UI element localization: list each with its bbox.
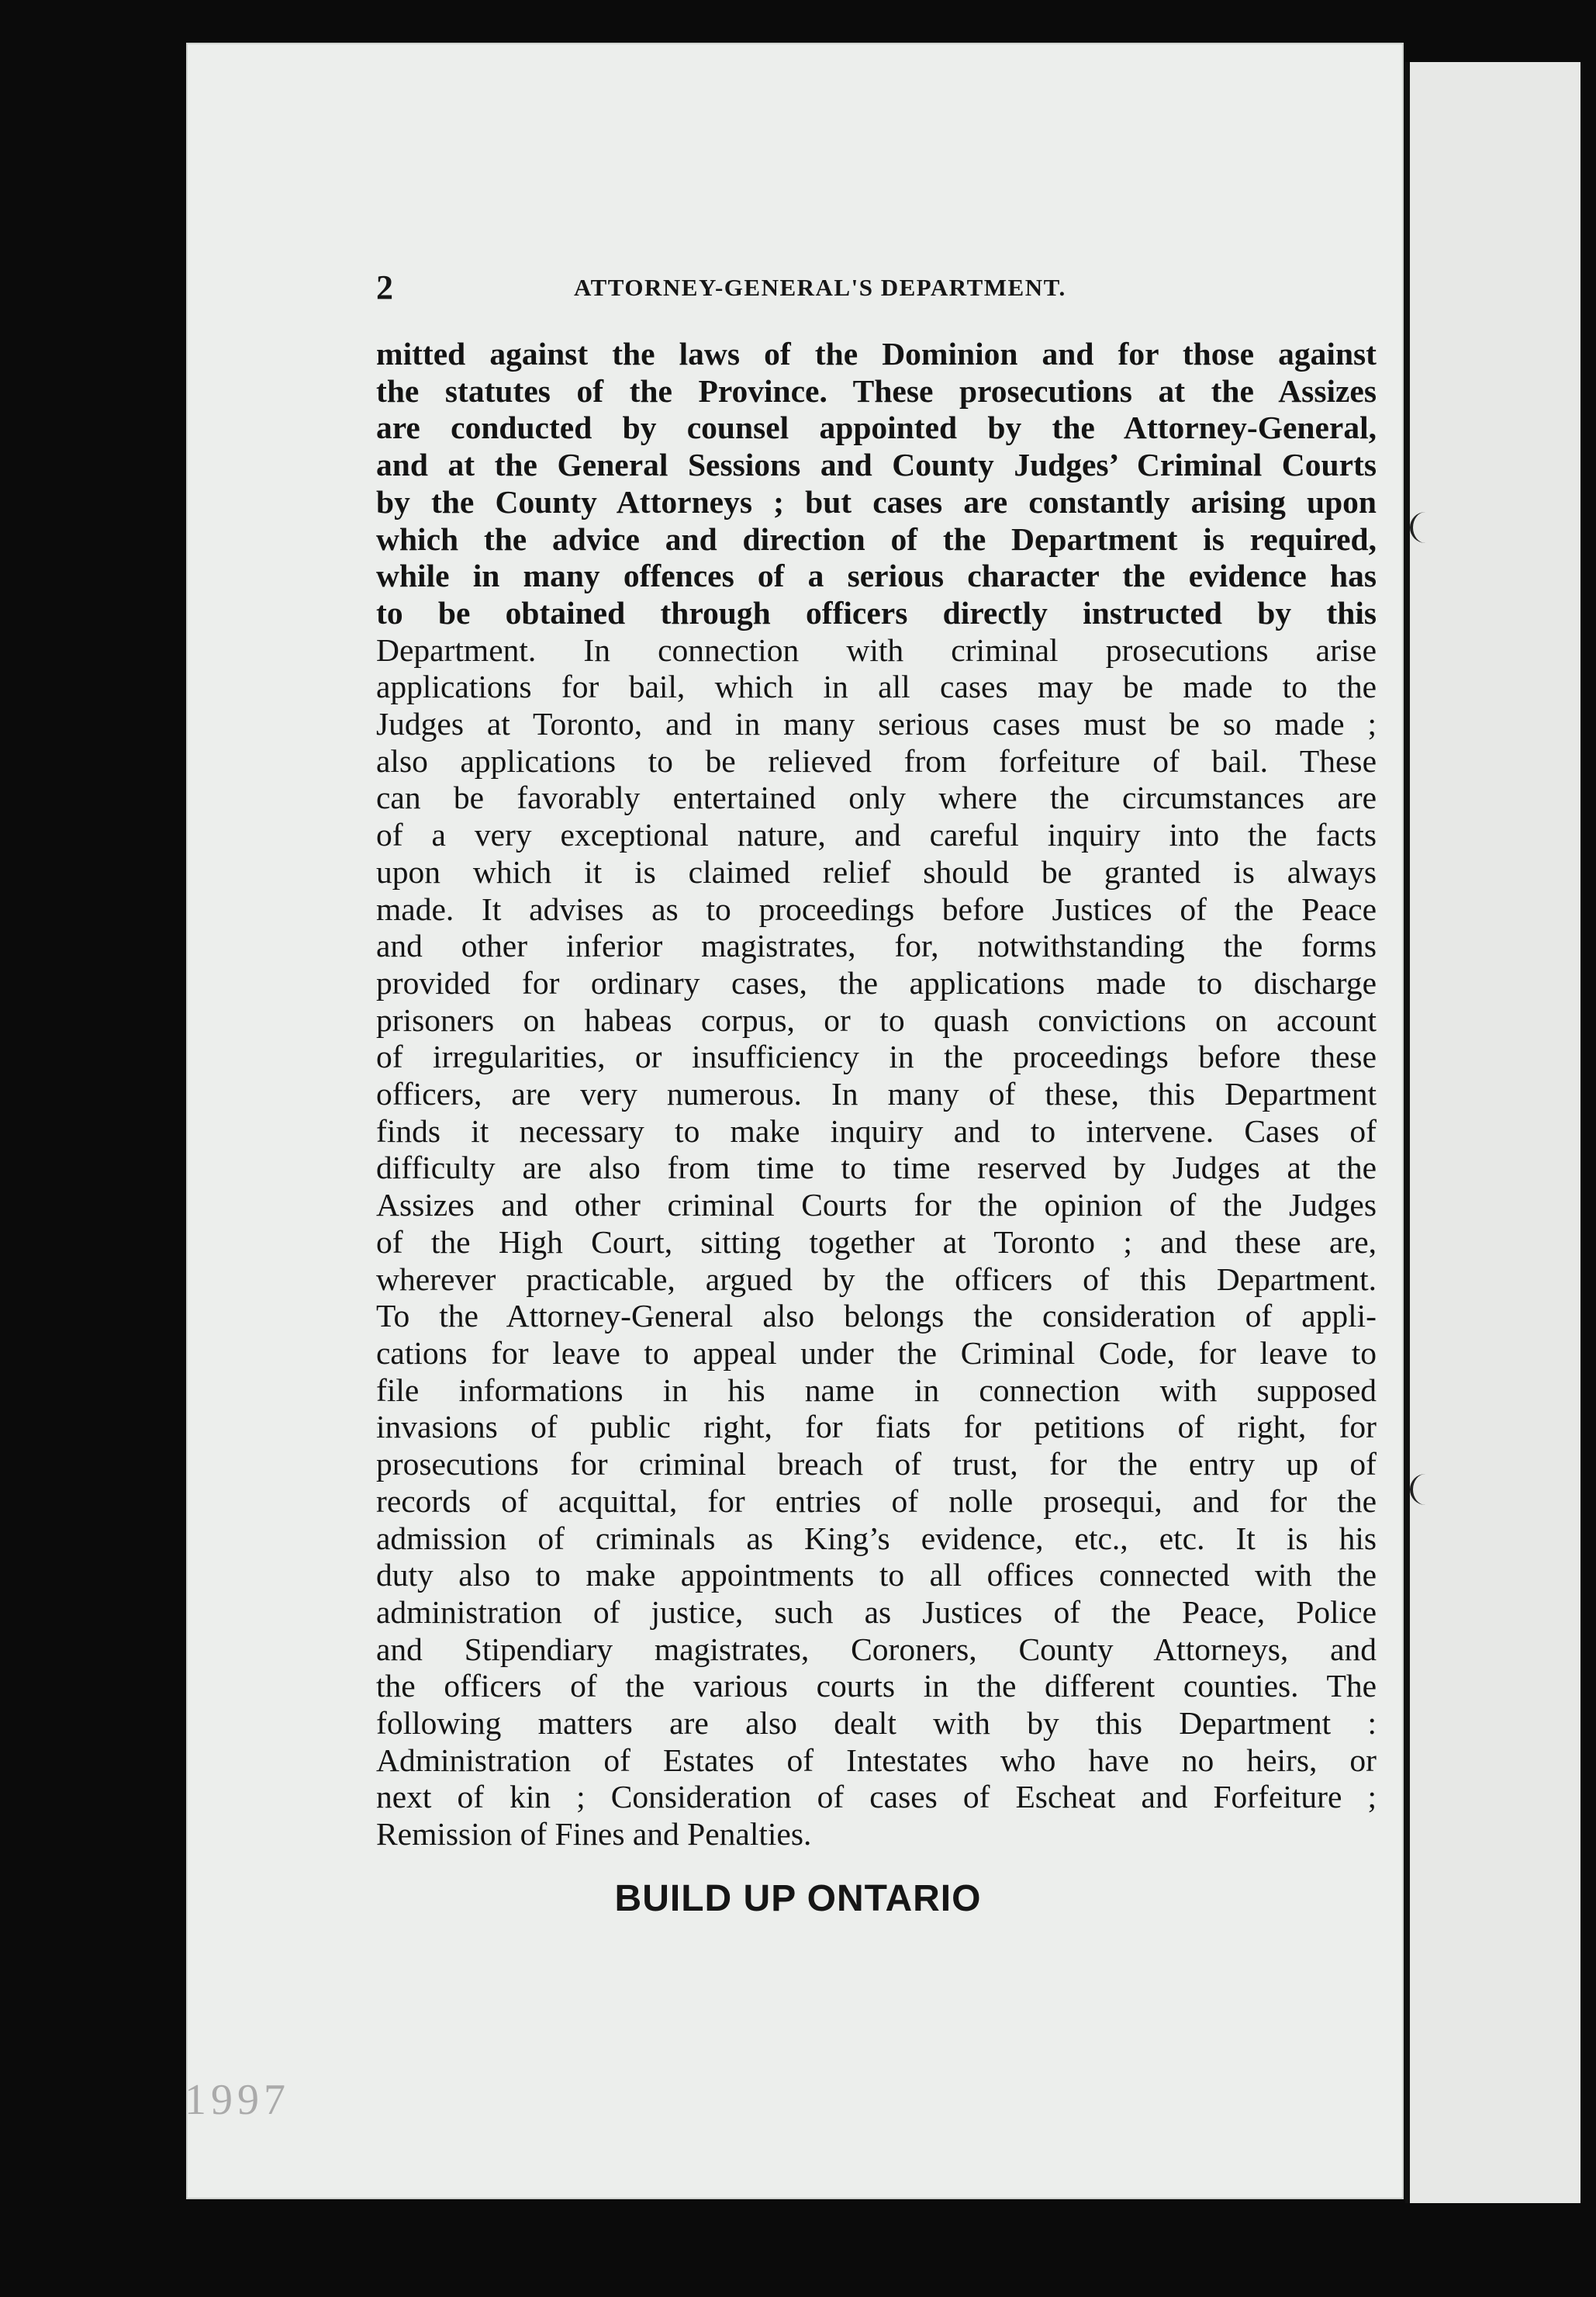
text-line: upon which it is claimed relief should be granted is always xyxy=(376,853,1377,890)
text-line: made. It advises as to proceedings before Justices of the Peace xyxy=(376,891,1377,927)
text-line: admission of criminals as King’s evidence, etc., etc. It is his xyxy=(376,1520,1377,1556)
text-line: finds it necessary to make inquiry and to intervene. Cases of xyxy=(376,1112,1377,1149)
text-line: Judges at Toronto, and in many serious cases must be so made ; xyxy=(376,706,1377,742)
text-line: the officers of the various courts in the different counties. The xyxy=(376,1668,1377,1704)
text-line: of a very exceptional nature, and careful inquiry into the facts xyxy=(376,817,1377,853)
text-line: To the Attorney-General also belongs the consideration of appli- xyxy=(376,1298,1377,1334)
text-line: Assizes and other criminal Courts for the opinion of the Judges xyxy=(376,1187,1377,1223)
text-line: of the High Court, sitting together at Toronto ; and these are, xyxy=(376,1223,1377,1260)
text-line: and at the General Sessions and County Judges’ Criminal Courts xyxy=(376,447,1377,483)
archive-stamp: 1997 xyxy=(185,2076,290,2124)
text-line: Administration of Estates of Intestates who have no heirs, or xyxy=(376,1742,1377,1778)
text-line: to be obtained through officers directly instructed by this xyxy=(376,594,1377,631)
page-header xyxy=(376,268,1384,314)
text-line: and Stipendiary magistrates, Coroners, County Attorneys, and xyxy=(376,1631,1377,1667)
text-line: cations for leave to appeal under the Criminal Code, for leave to xyxy=(376,1334,1377,1371)
text-line: applications for bail, which in all cases may be made to the xyxy=(376,669,1377,705)
text-line: which the advice and direction of the Department is required, xyxy=(376,521,1377,557)
page-edge-mark xyxy=(1410,1474,1427,1505)
text-line: also applications to be relieved from forfeiture of bail. These xyxy=(376,742,1377,779)
text-line: officers, are very numerous. In many of these, this Department xyxy=(376,1076,1377,1112)
page-edge-mark xyxy=(1410,512,1427,543)
text-line: file informations in his name in connection with supposed xyxy=(376,1372,1377,1408)
text-line: of irregularities, or insufficiency in the proceedings before these xyxy=(376,1039,1377,1075)
body-text xyxy=(376,336,1377,1853)
text-line: the statutes of the Province. These prosecutions at the Assizes xyxy=(376,372,1377,409)
text-line: invasions of public right, for fiats for petitions of right, for xyxy=(376,1409,1377,1445)
slogan: BUILD UP ONTARIO xyxy=(614,1878,982,1919)
text-line: Department. In connection with criminal prosecutions arise xyxy=(376,631,1377,668)
text-line: prisoners on habeas corpus, or to quash convictions on account xyxy=(376,1001,1377,1038)
text-line: can be favorably entertained only where the circumstances are xyxy=(376,780,1377,816)
running-head: ATTORNEY-GENERAL'S DEPARTMENT. xyxy=(574,274,1066,301)
text-line: next of kin ; Consideration of cases of Escheat and Forfeiture ; xyxy=(376,1779,1377,1815)
text-line: while in many offences of a serious character the evidence has xyxy=(376,558,1377,594)
text-line: wherever practicable, argued by the officers of this Department. xyxy=(376,1261,1377,1297)
page-number: 2 xyxy=(376,268,393,306)
text-line: prosecutions for criminal breach of trust, for the entry up of xyxy=(376,1446,1377,1482)
text-line: following matters are also dealt with by this Department : xyxy=(376,1705,1377,1742)
text-line: by the County Attorneys ; but cases are constantly arising upon xyxy=(376,483,1377,520)
text-line: difficulty are also from time to time reserved by Judges at the xyxy=(376,1150,1377,1186)
text-line: records of acquittal, for entries of nolle prosequi, and for the xyxy=(376,1482,1377,1519)
text-line: administration of justice, such as Justices of the Peace, Police xyxy=(376,1593,1377,1630)
text-line: and other inferior magistrates, for, notwithstanding the forms xyxy=(376,928,1377,964)
text-line: are conducted by counsel appointed by the Attorney-General, xyxy=(376,410,1377,446)
text-line: provided for ordinary cases, the applications made to discharge xyxy=(376,964,1377,1001)
text-line: mitted against the laws of the Dominion and for those against xyxy=(376,336,1377,372)
text-line: duty also to make appointments to all offices connected with the xyxy=(376,1557,1377,1593)
text-line: Remission of Fines and Penalties. xyxy=(376,1816,812,1852)
